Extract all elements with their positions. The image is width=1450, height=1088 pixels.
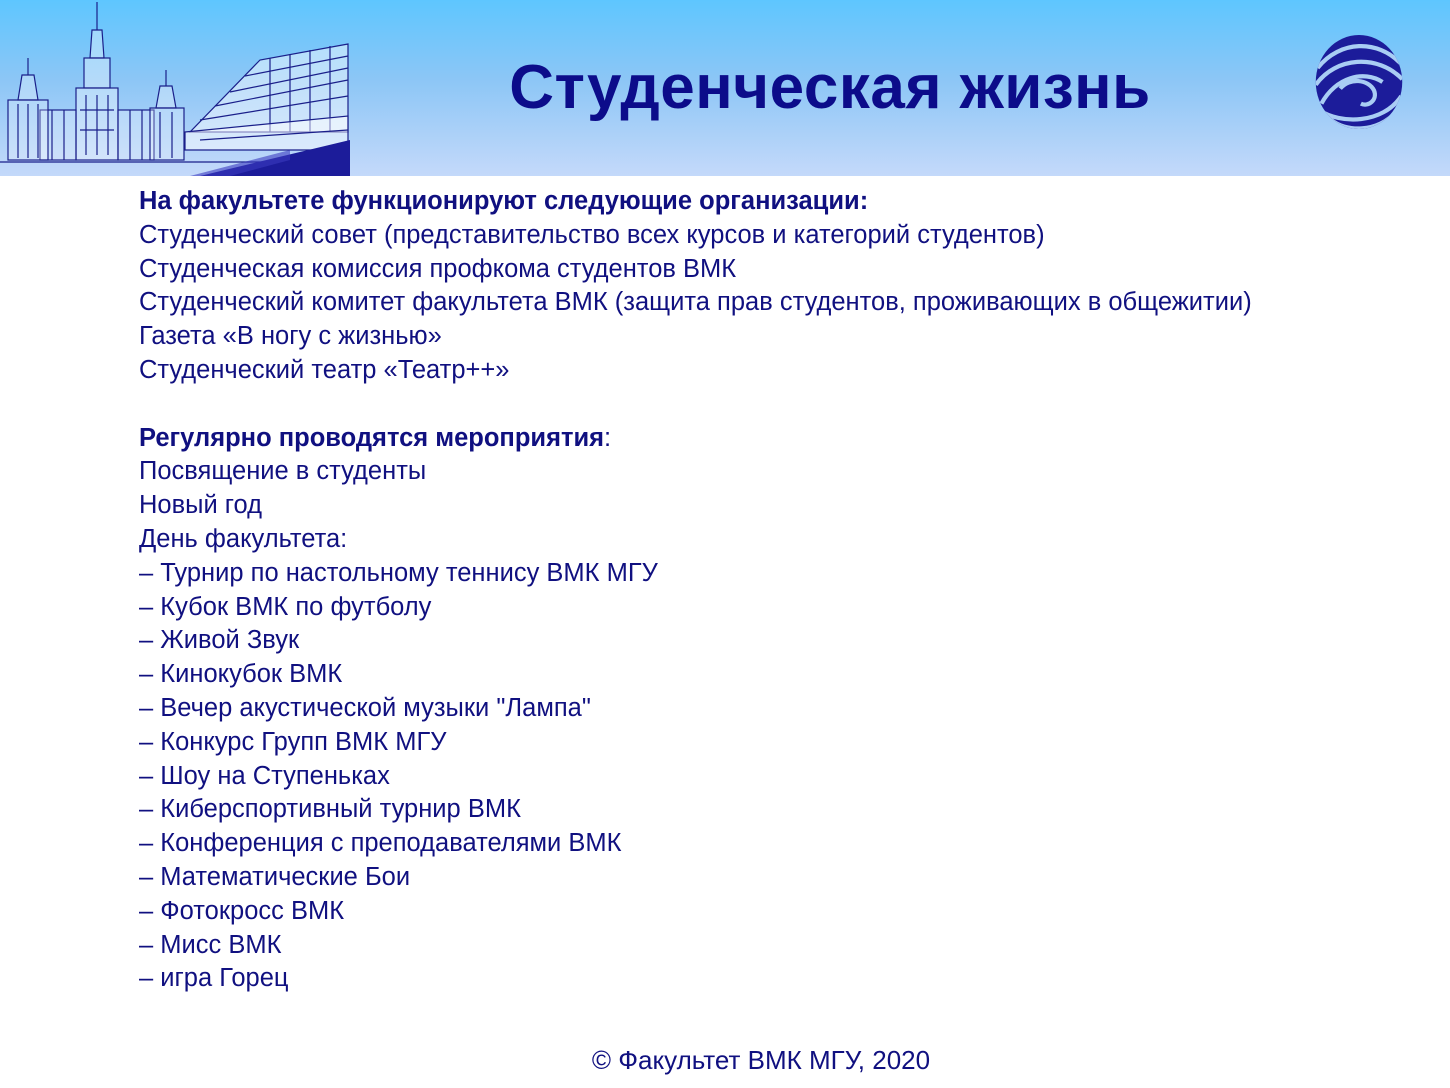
copyright-text: © Факультет ВМК МГУ, 2020 (591, 1045, 931, 1075)
organization-item: Студенческий комитет факультета ВМК (защита прав студентов, проживающих в общежитии) (139, 288, 1252, 317)
event-item: – Конкурс Групп ВМК МГУ (139, 727, 447, 756)
slide-header (0, 0, 1450, 176)
event-item: – Живой Звук (139, 626, 300, 655)
organization-item: Газета «В ногу с жизнью» (139, 322, 442, 351)
event-item: – Вечер акустической музыки "Лампа" (139, 693, 591, 722)
events-heading-colon: : (604, 423, 612, 452)
event-item: – Математические Бои (139, 862, 411, 891)
slide-content (139, 185, 1429, 996)
msu-building-illustration (0, 0, 350, 176)
event-item: День факультета: (139, 524, 348, 553)
cmc-faculty-logo (1312, 30, 1406, 134)
spacer (139, 388, 1429, 422)
event-item: – игра Горец (139, 964, 289, 993)
organizations-heading: На факультете функционируют следующие организации: (139, 187, 869, 215)
events-heading (139, 422, 1429, 456)
event-item: – Шоу на Ступеньках (139, 761, 390, 790)
event-item: – Кубок ВМК по футболу (139, 592, 432, 621)
event-item: – Киберспортивный турнир ВМК (139, 795, 521, 824)
organization-item: Студенческая комиссия профкома студентов ВМК (139, 254, 737, 283)
event-item: Посвящение в студенты (139, 457, 427, 486)
event-item: – Мисс ВМК (139, 930, 282, 959)
event-item: Новый год (139, 491, 263, 520)
event-item: – Кинокубок ВМК (139, 660, 343, 689)
organization-item: Студенческий совет (представительство всех курсов и категорий студентов) (139, 220, 1045, 249)
page-title: Студенческая жизнь (509, 53, 1151, 122)
events-heading-text: Регулярно проводятся мероприятия (139, 423, 605, 452)
event-item: – Фотокросс ВМК (139, 896, 345, 925)
event-item: – Турнир по настольному теннису ВМК МГУ (139, 558, 658, 587)
event-item: – Конференция с преподавателями ВМК (139, 829, 622, 858)
organization-item: Студенческий театр «Театр++» (139, 355, 510, 384)
slide-footer (0, 1045, 1450, 1076)
